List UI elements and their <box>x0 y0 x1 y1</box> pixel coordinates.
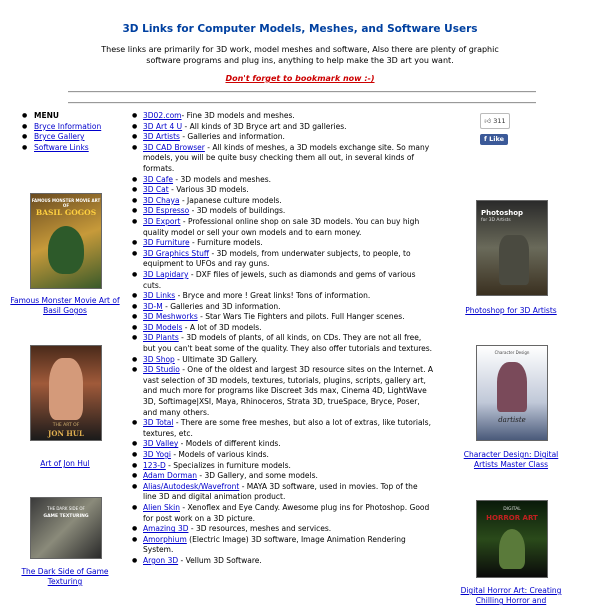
cover-title: FAMOUS MONSTER MOVIE ART OF <box>31 198 101 208</box>
page-intro: These links are primarily for 3D work, model meshes and software, Also there are plenty of graphic software programs and plug ins, anything to help make the 3D art you want. <box>101 45 499 65</box>
resource-description: - MAYA 3D software, used in movies. Top of the line 3D and digital animation product. <box>143 481 418 502</box>
links-list <box>131 111 433 567</box>
resource-description: - Japanese culture models. <box>179 195 282 205</box>
resource-description: - Xenoflex and Eye Candy. Awesome plug ins for Photoshop. Good for post work on a 3D picture. <box>143 502 430 523</box>
cover-title: DIGITAL <box>503 507 521 512</box>
resource-link[interactable]: 3D Yogi <box>143 450 171 459</box>
resource-description: - 3D Gallery, and some models. <box>197 471 318 481</box>
resource-description: - All kinds of 3D Bryce art and 3D galleries. <box>182 121 347 131</box>
link-list-item <box>131 461 433 472</box>
facebook-widget <box>480 113 508 145</box>
resource-link[interactable]: 3D Total <box>143 418 174 428</box>
like-label: Like <box>489 135 505 143</box>
resource-link[interactable]: Amorphium <box>143 534 187 544</box>
menu-item <box>22 132 112 143</box>
resource-description: - Various 3D models. <box>168 185 249 195</box>
link-list-item <box>131 206 433 217</box>
resource-description: - DXF files of jewels, such as diamonds and gems of various cuts. <box>143 269 416 290</box>
link-list-item <box>131 270 433 291</box>
book-link[interactable]: Famous Monster Movie Art of Basil Gogos <box>10 296 120 315</box>
resource-description: - 3D models, from underwater subjects, to people, to equipment to UFOs and ray guns. <box>143 248 411 269</box>
resource-description: - Fine 3D models and meshes. <box>181 111 295 120</box>
resource-link[interactable]: 3D Studio <box>143 365 180 375</box>
menu-link-software-links[interactable]: Software Links <box>34 142 89 152</box>
book-link[interactable]: Character Design: Digital Artists Master Class <box>463 450 559 469</box>
resource-description: - A lot of 3D models. <box>182 322 262 332</box>
bookmark-link[interactable]: Don't forget to bookmark now :-) <box>225 74 375 83</box>
cover-illustration <box>497 362 527 412</box>
page-title: 3D Links for Computer Models, Meshes, and Software Users <box>122 23 478 35</box>
facebook-count-box <box>480 113 510 129</box>
resource-link[interactable]: 3D Espresso <box>143 206 190 216</box>
menu-item <box>22 143 112 154</box>
resource-link[interactable]: 3D Meshworks <box>143 312 198 322</box>
cover-name: BASIL GOGOS <box>35 208 97 217</box>
menu-link-bryce-gallery[interactable]: Bryce Gallery <box>34 132 85 141</box>
book-cover-image[interactable] <box>30 193 102 289</box>
resource-link[interactable]: Alien Skin <box>143 502 180 512</box>
menu-list <box>22 111 112 153</box>
link-list-item <box>131 185 433 196</box>
facebook-like-button[interactable] <box>480 134 508 145</box>
cover-title: Photoshop <box>481 209 524 217</box>
link-list-item <box>131 217 433 238</box>
thumbs-up-icon: 👍︎ <box>484 117 492 125</box>
resource-description: - One of the oldest and largest 3D resource sites on the Internet. A vast selection of 3D models, textures, tutorials, plugins, scripts, gallery art, and much more for programs like Discreet 3ds max, Cinema 4D, LightWave 3D, Softimage|XSI, Maya, Rhinoceros, Strata 3D, trueSpace, Bryce, Poser, and many others. <box>143 365 433 417</box>
resource-description: - Bryce and more ! Great links! Tons of information. <box>175 291 371 301</box>
cover-name: HORROR ART <box>486 514 538 522</box>
resource-description: - Galleries and 3D information. <box>162 301 281 311</box>
resource-link[interactable]: 3D Links <box>143 291 176 301</box>
resource-link[interactable]: 3D Art 4 U <box>143 121 183 131</box>
resource-link[interactable]: Alias/Autodesk/Wavefront <box>143 481 240 491</box>
link-list-item <box>131 302 433 313</box>
resource-link[interactable]: 3D Furniture <box>143 238 190 248</box>
menu-link-bryce-information[interactable]: Bryce Information <box>34 121 102 131</box>
cover-title: Character Design <box>494 350 530 355</box>
book-cover-image[interactable] <box>30 345 102 441</box>
book-link[interactable]: Digital Horror Art: Creating Chilling Horror and <box>460 586 562 605</box>
resource-link[interactable]: 3D Lapidary <box>143 269 189 279</box>
link-list-item <box>131 556 433 567</box>
divider-top <box>68 91 536 93</box>
cover-name: for 3D Artists <box>481 218 511 223</box>
resource-description: - All kinds of meshes, a 3D models exchange site. So many models, you will be quite busy checking them all out, in several kinds of formats. <box>143 142 430 173</box>
cover-illustration <box>499 235 529 285</box>
resource-description: - Vellum 3D Software. <box>178 555 262 565</box>
menu-heading: ● MENU <box>22 111 112 122</box>
link-list-item <box>131 503 433 524</box>
link-list-item <box>131 111 433 122</box>
divider-bottom <box>68 102 536 104</box>
resource-link[interactable]: 3D Cat <box>143 185 169 195</box>
menu-item <box>22 122 112 133</box>
resource-description: - There are some free meshes, but also a lot of extras, like tutorials, textures, etc. <box>143 418 431 438</box>
link-list-item <box>131 143 433 175</box>
book-cover-image[interactable] <box>476 500 548 578</box>
resource-description: - Star Wars Tie Fighters and pilots. Full Hanger scenes. <box>197 312 405 322</box>
resource-description: - Professional online shop on sale 3D models. You can buy high quality model or sell your own models and to earn money. <box>143 216 420 237</box>
resource-link[interactable]: 3D Export <box>143 216 181 226</box>
book-link[interactable]: Photoshop for 3D Artists <box>465 306 557 315</box>
book-cover-image[interactable] <box>476 200 548 296</box>
book-cover-image[interactable] <box>476 345 548 441</box>
resource-link[interactable]: 3D Plants <box>143 333 179 343</box>
resource-description: - 3D resources, meshes and services. <box>188 524 332 534</box>
cover-name: GAME TEXTURING <box>43 514 89 519</box>
resource-link[interactable]: 3D Models <box>143 322 183 332</box>
resource-link[interactable]: 3D Graphics Stuff <box>143 248 210 258</box>
resource-link[interactable]: Adam Dorman <box>143 471 198 481</box>
resource-description: - Models of various kinds. <box>170 450 269 459</box>
cover-illustration <box>499 529 525 569</box>
link-list-item <box>131 122 433 133</box>
book-link[interactable]: Art of Jon Hul <box>40 459 90 468</box>
resource-link[interactable]: 123-D <box>143 460 166 470</box>
book-link[interactable]: The Dark Side of Game Texturing <box>21 567 109 586</box>
resource-link[interactable]: 3D02.com <box>143 111 182 120</box>
resource-description: - Furniture models. <box>189 238 263 248</box>
resource-link[interactable]: Argon 3D <box>143 555 179 565</box>
resource-description: - 3D models of buildings. <box>189 206 286 216</box>
link-list-item <box>131 175 433 186</box>
resource-description: - Galleries and information. <box>179 132 285 142</box>
resource-link[interactable]: 3D Artists <box>143 132 180 142</box>
link-list-item <box>131 482 433 503</box>
resource-link[interactable]: 3D-M <box>143 301 163 311</box>
resource-link[interactable]: 3D Chaya <box>143 195 180 205</box>
resource-link[interactable]: 3D CAD Browser <box>143 142 205 152</box>
facebook-f-icon: f <box>483 135 487 143</box>
link-list-item <box>131 291 433 302</box>
link-list-item <box>131 355 433 366</box>
cover-name: JON HUL <box>48 429 84 438</box>
link-list-item <box>131 333 433 354</box>
resource-description: (Electric Image) 3D software, Image Animation Rendering System. <box>143 534 406 555</box>
resource-link[interactable]: Amazing 3D <box>143 524 189 534</box>
bookmark-notice <box>0 74 600 83</box>
link-list-item <box>131 524 433 535</box>
book-cover-image[interactable] <box>30 497 102 559</box>
link-list-item <box>131 471 433 482</box>
resource-description: - Ultimate 3D Gallery. <box>174 354 258 364</box>
resource-description: - 3D models and meshes. <box>173 174 272 184</box>
link-list-item <box>131 418 433 439</box>
link-list-item <box>131 450 433 461</box>
link-list-item <box>131 196 433 207</box>
resource-link[interactable]: 3D Valley <box>143 439 179 449</box>
cover-illustration <box>49 358 83 420</box>
cover-name: dartiste <box>498 416 526 424</box>
link-list-item <box>131 365 433 418</box>
resource-description: - 3D models of plants, of all kinds, on CDs. They are not all free, but you can't beat some of the quality. They also offer tutorials and textures. <box>143 333 433 354</box>
link-list-item <box>131 132 433 143</box>
resource-link[interactable]: 3D Cafe <box>143 174 174 184</box>
cover-title: THE ART OF <box>52 423 80 428</box>
resource-description: - Specializes in furniture models. <box>165 460 291 470</box>
resource-link[interactable]: 3D Shop <box>143 354 175 364</box>
link-list-item <box>131 238 433 249</box>
link-list-item <box>131 439 433 450</box>
link-list-item <box>131 312 433 323</box>
cover-title: THE DARK SIDE OF <box>47 506 85 511</box>
like-count: 311 <box>493 117 506 125</box>
link-list-item <box>131 249 433 270</box>
resource-description: - Models of different kinds. <box>178 439 281 449</box>
cover-illustration <box>48 226 84 274</box>
link-list-item <box>131 535 433 556</box>
link-list-item <box>131 323 433 334</box>
